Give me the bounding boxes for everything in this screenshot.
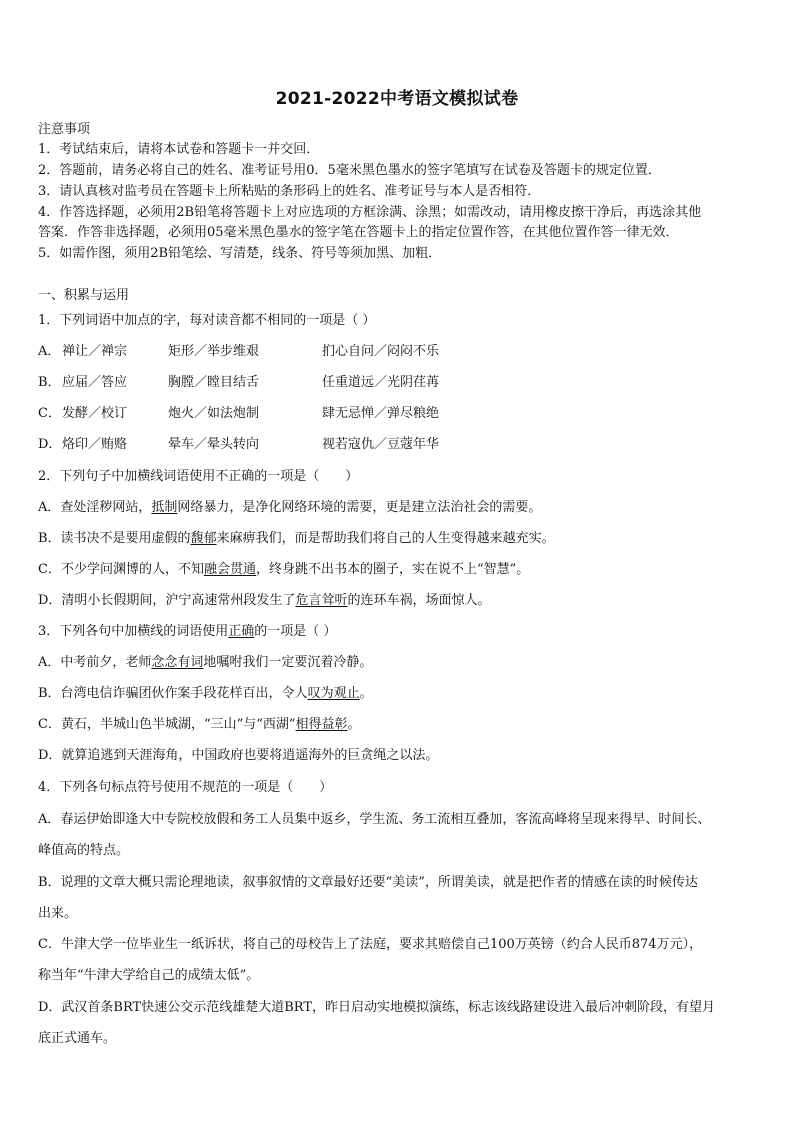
underlined-term: 叹为观止 (307, 686, 360, 701)
underlined-term: 抵制 (151, 500, 178, 515)
option-text: C．不少学问渊博的人，不知 (38, 562, 204, 577)
option-term: 烙印／贿赂 (62, 437, 128, 452)
q4-text-line: D．武汉首条BRT快速公交示范线雄楚大道BRT，昨日启动实地模拟演练，标志该线路建设进入最后冲刺阶段，有望月 (38, 1000, 715, 1015)
section-heading: 一、积累与运用 (38, 288, 130, 303)
q4-text-line: 出来。 (38, 906, 78, 921)
q2-option-d (38, 592, 490, 610)
notice-item: 4．作答选择题，必须用2B铅笔将答题卡上对应选项的方框涂满、涂黑；如需改动，请用橡皮擦干净后，再选涂其他 (38, 205, 702, 220)
q3-option-c (38, 716, 361, 734)
option-term: 晕车／晕头转向 (168, 437, 260, 452)
option-label: C． (38, 406, 61, 421)
option-label: B． (38, 375, 61, 390)
q4-text-line: 称当年“牛津大学给自己的成绩太低”。 (38, 968, 260, 983)
option-term: 炮火／如法炮制 (168, 406, 260, 421)
option-text: 。 (347, 717, 361, 732)
q4-text-line: C．牛津大学一位毕业生一纸诉状，将自己的母校告上了法庭，要求其赔偿自己100万英镑（约合人民币874万元）， (38, 937, 703, 952)
stem-text: 3．下列各句中加横线的词语使用 (38, 624, 229, 639)
notice-heading: 注意事项 (38, 122, 91, 137)
option-term: 应届／答应 (62, 375, 128, 390)
option-text: 的连环车祸，场面惊人。 (347, 593, 491, 608)
q4-text-line: 峰值高的特点。 (38, 843, 130, 858)
underlined-term: 危言耸听 (295, 593, 348, 608)
underlined-term: 相得益彰 (295, 717, 348, 732)
underlined-term: 融会贯通 (203, 562, 256, 577)
option-text: D．清明小长假期间，沪宁高速常州段发生了 (38, 593, 296, 608)
option-text: 地嘱咐我们一定要沉着冷静。 (203, 655, 373, 670)
option-text: A．中考前夕，老师 (38, 655, 152, 670)
stem-text: 的一项是（ ） (254, 624, 337, 639)
question-3-stem (38, 623, 336, 641)
option-term: 肆无忌惮／弹尽粮绝 (322, 406, 440, 421)
option-term: 发酵／校订 (62, 406, 128, 421)
q2-option-c (38, 561, 529, 579)
underlined-term: 馥郁 (190, 531, 217, 546)
option-term: 视若寇仇／豆蔻年华 (322, 437, 440, 452)
option-text: B．台湾电信诈骗团伙作案手段花样百出，令人 (38, 686, 308, 701)
option-term: 矩形／举步维艰 (168, 344, 260, 359)
question-1-stem: 1．下列词语中加点的字，每对读音都不相同的一项是（ ） (38, 313, 376, 328)
option-text: D．就算追逃到天涯海角，中国政府也要将逍遥海外的巨贪绳之以法。 (38, 748, 439, 763)
option-text: 来麻痹我们，而是帮助我们将自己的人生变得越来越充实。 (216, 531, 555, 546)
q4-text-line: A．春运伊始即逢大中专院校放假和务工人员集中返乡，学生流、务工流相互叠加，客流高峰将呈现来得早、时间长、 (38, 812, 711, 827)
underlined-term: 念念有词 (151, 655, 204, 670)
notice-item: 答案．作答非选择题，必须用05毫米黑色墨水的签字笔在答题卡上的指定位置作答，在其他位置作答一律无效． (38, 225, 679, 240)
option-text: ，终身跳不出书本的圈子，实在说不上“智慧”。 (255, 562, 530, 577)
option-text: A．查处淫秽网站， (38, 500, 152, 515)
option-label: D． (38, 437, 62, 452)
q4-text-line: 底正式通车。 (38, 1031, 117, 1046)
option-label: A． (38, 344, 61, 359)
notice-item: 5．如需作图，须用2B铅笔绘、写清楚，线条、符号等须加黑、加粗． (38, 246, 442, 261)
option-term: 禅让／禅宗 (62, 344, 128, 359)
notice-item: 3．请认真核对监考员在答题卡上所粘贴的条形码上的姓名、准考证号与本人是否相符． (38, 184, 541, 199)
option-text: 。 (359, 686, 373, 701)
underlined-term: 正确 (228, 624, 255, 639)
notice-item: 2．答题前，请务必将自己的姓名、准考证号用0．5毫米黑色墨水的签字笔填写在试卷及答题卡的规定位置． (38, 163, 661, 178)
q2-option-a (38, 499, 541, 517)
q3-option-d (38, 747, 438, 765)
option-text: B．读书决不是要用虚假的 (38, 531, 191, 546)
option-term: 扪心自问／闷闷不乐 (322, 344, 440, 359)
question-4-stem: 4．下列各句标点符号使用不规范的一项是（ ） (38, 780, 333, 795)
option-text: 网络暴力，是净化网络环境的需要，更是建立法治社会的需要。 (177, 500, 542, 515)
q3-option-b (38, 685, 373, 703)
question-2-stem: 2．下列句子中加横线词语使用不正确的一项是（ ） (38, 469, 359, 484)
q4-text-line: B．说理的文章大概只需论理地读，叙事叙情的文章最好还要“美读”，所谓美读，就是把作者的情感在读的时候传达 (38, 875, 698, 890)
q2-option-b (38, 530, 555, 548)
option-term: 任重道远／光阴荏苒 (322, 375, 440, 390)
option-text: C．黄石，半城山色半城湖，“三山”与“西湖” (38, 717, 296, 732)
page-title: 2021-2022中考语文模拟试卷 (275, 89, 519, 109)
notice-item: 1．考试结束后，请将本试卷和答题卡一并交回． (38, 142, 320, 157)
option-term: 胸膛／瞠目结舌 (168, 375, 260, 390)
q3-option-a (38, 654, 372, 672)
